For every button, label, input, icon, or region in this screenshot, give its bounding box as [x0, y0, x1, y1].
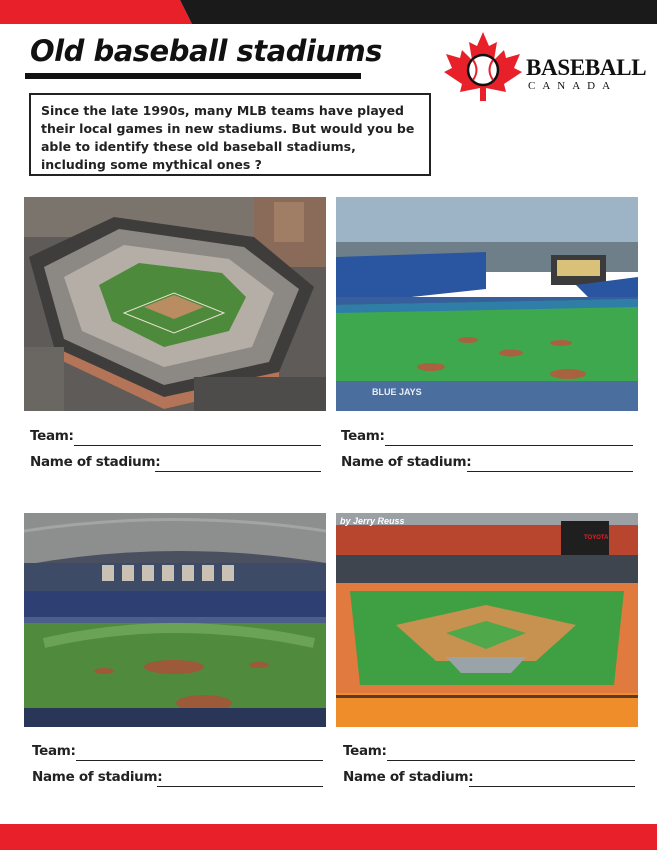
stadium-field-2[interactable]: [341, 454, 634, 474]
team-label: Team:: [32, 743, 76, 759]
logo-subtitle: CANADA: [528, 80, 618, 92]
stadium-label: Name of stadium:: [343, 769, 474, 785]
stadium-photo-1: [24, 197, 326, 411]
title-underline: [25, 73, 361, 79]
team-answer-line[interactable]: [385, 445, 633, 446]
team-field-1[interactable]: [30, 428, 322, 448]
stadium-photo-2: [336, 197, 638, 411]
stadium-answer-line[interactable]: [157, 786, 323, 787]
team-label: Team:: [343, 743, 387, 759]
page-title: Old baseball stadiums: [30, 34, 383, 68]
stadium-photo-4: [336, 513, 638, 727]
top-banner: [0, 0, 657, 24]
photo-sign-text: TOYOTA: [584, 535, 609, 541]
stadium-field-4[interactable]: [343, 769, 636, 789]
logo-wordmark: BASEBALL: [526, 55, 647, 80]
maple-leaf-icon: [442, 30, 524, 102]
team-label: Team:: [341, 428, 385, 444]
team-answer-line[interactable]: [387, 760, 635, 761]
stadium-label: Name of stadium:: [341, 454, 472, 470]
bottom-banner: [0, 824, 657, 850]
team-answer-line[interactable]: [76, 760, 323, 761]
photo-credit: by Jerry Reuss: [340, 516, 405, 526]
team-field-3[interactable]: [32, 743, 324, 763]
team-field-4[interactable]: [343, 743, 636, 763]
stadium-answer-line[interactable]: [467, 471, 633, 472]
stadium-label: Name of stadium:: [30, 454, 161, 470]
stadium-answer-line[interactable]: [155, 471, 321, 472]
baseball-canada-logo: [442, 30, 647, 102]
stadium-label: Name of stadium:: [32, 769, 163, 785]
stadium-field-3[interactable]: [32, 769, 324, 789]
intro-text-box: Since the late 1990s, many MLB teams have played their local games in new stadiums. But would you be able to identify these old baseball stadiums, including some mythical ones ?: [29, 93, 431, 176]
stadium-answer-line[interactable]: [469, 786, 635, 787]
photo-sign-text: BLUE JAYS: [372, 387, 422, 397]
stadium-field-1[interactable]: [30, 454, 322, 474]
team-answer-line[interactable]: [74, 445, 321, 446]
team-field-2[interactable]: [341, 428, 634, 448]
team-label: Team:: [30, 428, 74, 444]
stadium-photo-3: [24, 513, 326, 727]
